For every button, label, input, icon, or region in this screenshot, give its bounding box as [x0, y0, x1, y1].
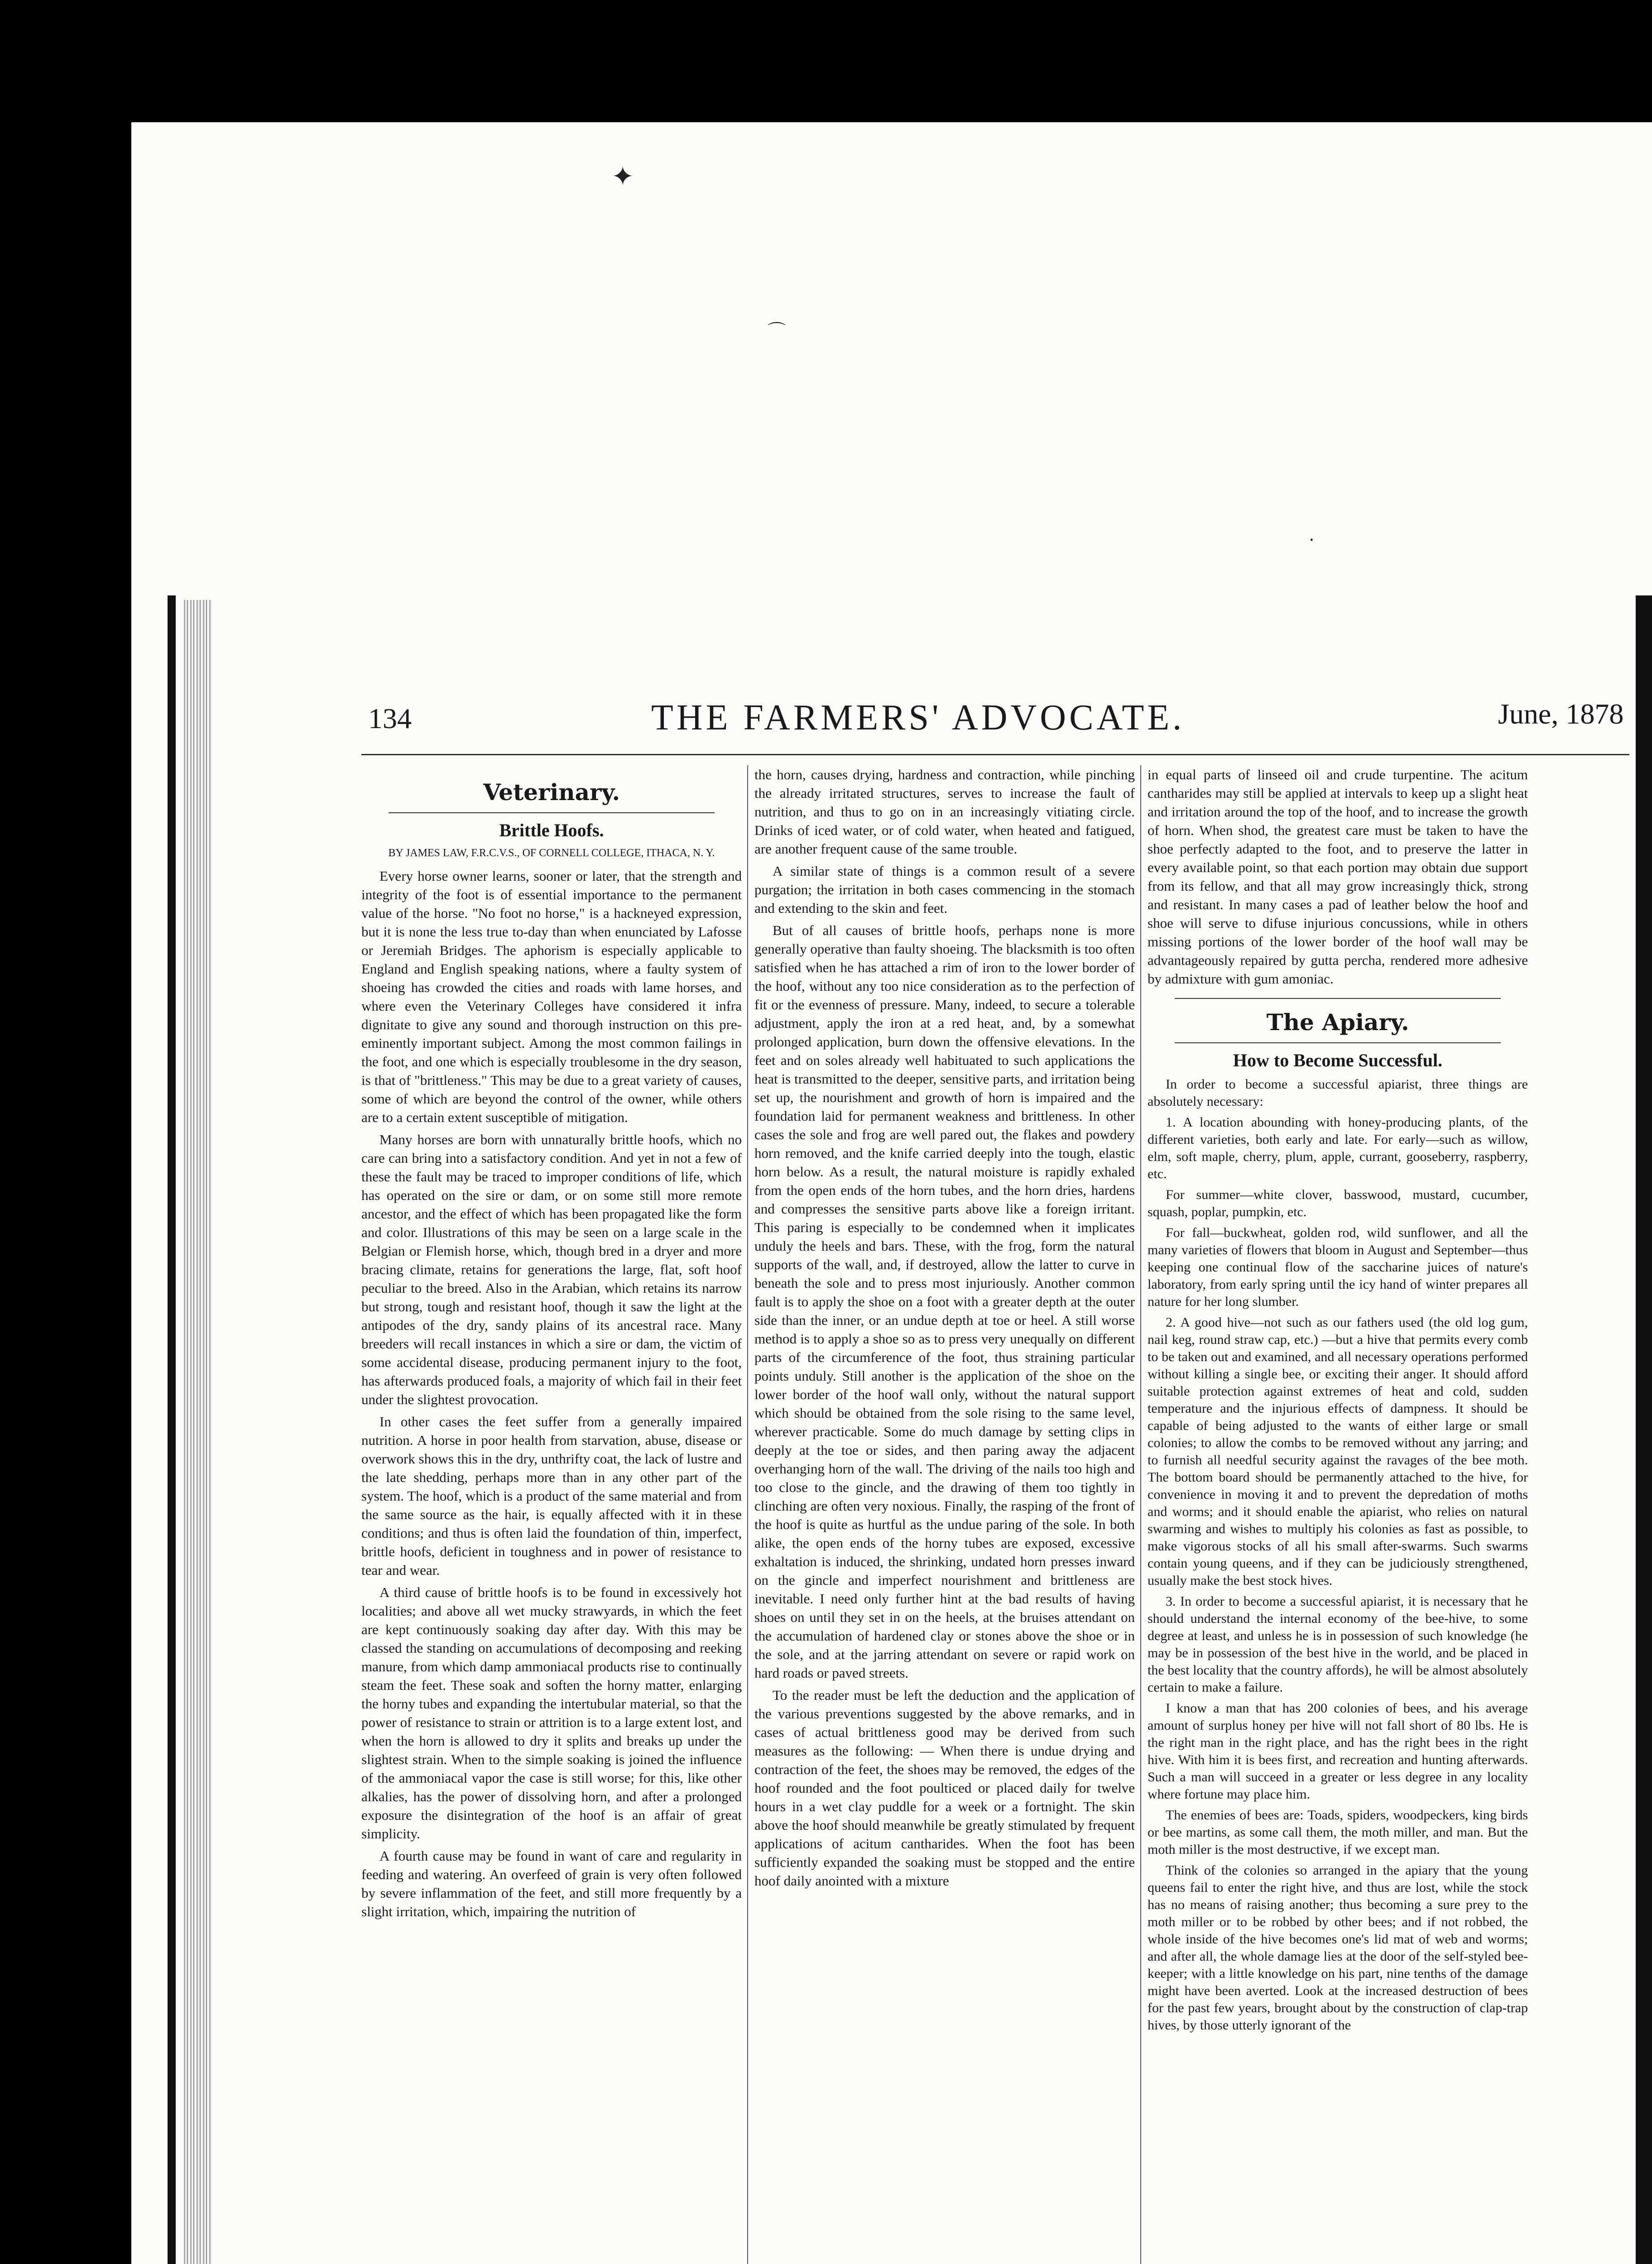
paragraph: In other cases the feet suffer from a generally impaired nutrition. A horse in poor health from starvation, abuse, disease or overwork shows this in the dry, unthrifty coat, the lack of lustre and the late shedding, perhaps more than in any other part of the system. The hoof, which is a product of the same material and from the same source as the hair, is equally affected with it in these conditions; and thus is often laid the foundation of thin, imperfect, brittle hoofs, deficient in toughness and in power of resistance to tear and wear. [361, 1414, 742, 1578]
paragraph: For summer—white clover, basswood, mustard, cucumber, squash, poplar, pumpkin, etc. [1148, 1187, 1528, 1219]
divider [389, 812, 715, 813]
paragraph: For fall—buckwheat, golden rod, wild sunflower, and all the many varieties of flowers that bloom in August and September—thus keeping one continual flow of the saccharine juices of nature's laboratory, from early spring until the icy hand of winter prepares all nature for her long slumber. [1148, 1225, 1528, 1309]
ink-speck: ✦ [611, 161, 634, 192]
page-edge [1636, 595, 1652, 2264]
page-number: 134 [368, 702, 412, 734]
paragraph: Every horse owner learns, sooner or later, that the strength and integrity of the foot is of essential importance to the permanent value of the horse. "No foot no horse," is a hackneyed expression, but it is none the less true to-day than when enunciated by Lafosse or Jeremiah Bridges. The aphorism is especially applicable to England and English speaking nations, where a faulty system of shoeing has crowded the cities and roads with lame horses, and where even the Veterinary Colleges have considered it infra dignitate to give any sound and thorough instruction on this pre-eminently important subject. Among the most common failings in the foot, and one which is especially troublesome in the dry season, is that of "brittleness." This may be due to a great variety of causes, some of which are beyond the control of the owner, while others are to a certain extent susceptible of mitigation. [361, 868, 742, 1125]
department-heading: The Apiary. [1266, 1009, 1409, 1036]
paragraph: A fourth cause may be found in want of care and regularity in feeding and watering. An overfeed of grain is very often followed by severe inflammation of the feet, and still more frequently by a slight irritation, which, impairing the nutrition of [361, 1848, 742, 1919]
paragraph: The enemies of bees are: Toads, spiders, woodpeckers, king birds or bee martins, as some call them, the moth miller, and man. But the moth miller is the most destructive, if we except man. [1148, 1808, 1528, 1857]
article-title: Brittle Hoofs. [499, 820, 604, 840]
paragraph: To the reader must be left the deduction and the application of the various preventions suggested by the above remarks, and in cases of actual brittleness good may be derived from such measures as the following: — When there is undue drying and contraction of the feet, the shoes may be removed, the edges of the hoof rounded and the foot poulticed or placed daily for twelve hours in a wet clay puddle for a week or a fortnight. The skin above the hoof should meanwhile be greatly stimulated by frequent applications of acitum cantharides. When the foot has been sufficiently expanded the soaking must be stopped and the entire hoof daily anointed with a mixture [754, 1687, 1135, 1889]
column-middle [754, 765, 1135, 1890]
binding-gutter [184, 600, 212, 2264]
paragraph: Think of the colonies so arranged in the apiary that the young queens fail to enter the right hive, and thus are lost, while the stock has no means of raising another; thus becoming a sure prey to the moth miller or to be robbed by other bees; and if not robbed, the whole inside of the hive becomes one's lid mat of web and worms; and after all, the whole damage lies at the door of the self-styled bee-keeper; with a little knowledge on his part, nine tenths of the damage might have been averted. Look at the increased destruction of bees for the past few years, brought about by the construction of clap-trap hives, by those utterly ignorant of the [1148, 1863, 1528, 2033]
paragraph: A third cause of brittle hoofs is to be found in excessively hot localities; and above all wet mucky strawyards, in which the feet are kept continuously soaking day after day. With this may be classed the standing on accumulations of decomposing and reeking manure, from which damp ammoniacal products rise to continually steam the feet. These soak and soften the horny matter, enlarging the horny tubes and expanding the intertubular material, so that the power of resistance to strain or attrition is to a large extent lost, and when the horn is allowed to dry it splits and breaks up under the slightest strain. When to the simple soaking is joined the influence of the ammoniacal vapor the case is still worse; for this, like other alkalies, has the power of dissolving horn, and after a prolonged exposure the disintegration of the hoof is an affair of great simplicity. [361, 1584, 742, 1842]
divider [1175, 1042, 1501, 1043]
byline: BY JAMES LAW, F.R.C.V.S., OF CORNELL COLLEGE, ITHACA, N. Y. [388, 847, 715, 859]
column-divider [747, 765, 748, 2264]
paragraph: A similar state of things is a common result of a severe purgation; the irritation in both cases commencing in the stomach and extending to the skin and feet. [754, 863, 1135, 916]
newspaper-page [168, 595, 1652, 2264]
ink-speck: ⌒ [768, 321, 786, 342]
paragraph: the horn, causes drying, hardness and contraction, while pinching the already irritated structures, serves to increase the fault of nutrition, and thus to go on in an increasingly vitiating circle. Drinks of iced water, or of cold water, when heated and fatigued, are another frequent cause of the same trouble. [754, 767, 1135, 857]
column-left [361, 765, 742, 1921]
paragraph: 3. In order to become a successful apiarist, it is necessary that he should understand the internal economy of the bee-hive, to some degree at least, and unless he is in possession of such knowledge (he may be in possession of the best hive in the world, and be placed in the best locality that the country affords), he will be almost absolutely certain to make a failure. [1148, 1594, 1528, 1695]
department-heading: Veterinary. [483, 779, 620, 806]
paragraph: 1. A location abounding with honey-producing plants, of the different varieties, both early and late. For early—such as willow, elm, soft maple, cherry, plum, apple, currant, gooseberry, raspberry, etc. [1148, 1115, 1528, 1181]
paragraph: But of all causes of brittle hoofs, perhaps none is more generally operative than faulty shoeing. The blacksmith is too often satisfied when he has attached a rim of iron to the lower border of the hoof, without any too nice consideration as to the perfection of fit or the evenness of pressure. Many, indeed, to secure a tolerable adjustment, apply the iron at a red heat, and, by a somewhat prolonged application, burn down the offensive elevations. In the feet and on soles already well habituated to such applications the heat is transmitted to the deeper, sensitive parts, and irritation being set up, the nourishment and growth of horn is impaired and the foundation laid for permanent weakness and brittleness. In other cases the sole and frog are well pared out, the flakes and powdery horn removed, and the knife carried deeply into the tough, elastic horn below. As a result, the natural moisture is rapidly exhaled from the open ends of the horn tubes, and the horn dries, hardens and compresses the sensitive parts above like a foreign irritant. This paring is especially to be condemned when it implicates unduly the heels and bars. These, with the frog, form the natural supports of the wall, and, if destroyed, allow the latter to curve in beneath the sole and to press most injuriously. Another common fault is to apply the shoe on a foot with a greater depth at the outer side than the inner, or an undue depth at toe or heel. A still worse method is to apply a shoe so as to press very unequally on different parts of the circumference of the foot, thus straining particular points unduly. Still another is the application of the shoe on the lower border of the hoof wall only, without the natural support which should be obtained from the sole rising to the same level, wherever practicable. Some do much damage by setting clips in deeply at the toe or sides, and then paring away the adjacent overhanging horn of the wall. The driving of the nails too high and too close to the gincle, and the drawing of them too tightly in clinching are often very noxious. Finally, the rasping of the front of the hoof is quite as hurtful as the undue paring of the sole. In both alike, the open ends of the horny tubes are exposed, excessive exhaltation is induced, the shrinking, undated horn presses inward on the gincle and imperfect nourishment and brittleness are inevitable. I need only further hint at the bad results of having shoes on until they set in on the heels, at the bruises attendant on the accumulation of hardened clay or stones above the shoe or in the sole, and at the jarring attendant on severe or rapid work on hard roads or paved streets. [754, 922, 1135, 1681]
issue-date: June, 1878 [1498, 698, 1624, 730]
ink-speck: · [1309, 530, 1315, 551]
column-divider [1140, 765, 1141, 2264]
paragraph: Many horses are born with unnaturally brittle hoofs, which no care can bring into a satisfactory condition. And yet in not a few of these the fault may be traced to improper conditions of life, which has operated on the sire or dam, or on some still more remote ancestor, and the effect of which has been propagated like the form and color. Illustrations of this may be seen on a large scale in the Belgian or Flemish horse, which, though bred in a dryer and more bracing climate, retains for generations the large, flat, soft hoof peculiar to the breed. Also in the Arabian, which retains its narrow but strong, tough and resistant hoof, though it saw the light at the antipodes of the dry, sandy plains of its ancestral race. Many breeders will recall instances in which a sire or dam, the victim of some accidental disease, producing permanent injury to the foot, has afterwards produced foals, a majority of which fail in their feet under the slightest provocation. [361, 1132, 742, 1407]
divider [1175, 998, 1501, 999]
paragraph: in equal parts of linseed oil and crude turpentine. The acitum cantharides may still be applied at intervals to keep up a slight heat and irritation around the top of the hoof, and to increase the growth of horn. When shod, the greatest care must be taken to have the shoe perfectly adapted to the foot, and to preserve the latter in every available point, so that each portion may obtain due support from its fellow, and that all may grow increasingly thick, strong and resistant. In many cases a pad of leather below the hoof and shoe will serve to difuse injurious concussions, while in others missing portions of the lower border of the hoof wall may be advantageously repaired by gutta percha, rendered more adhesive by admixture with gum amoniac. [1148, 767, 1528, 987]
paragraph: 2. A good hive—not such as our fathers used (the old log gum, nail keg, round straw cap, etc.) —but a hive that permits every comb to be taken out and examined, and all necessary operations performed without killing a single bee, or exciting their anger. It should afford suitable protection against extremes of heat and cold, sudden temperature and the injurious effects of dampness. It should be capable of being adjusted to the wants of either large or small colonies; to allow the combs to be removed without any jarring; and to furnish all needful security against the ravages of the bee moth. The bottom board should be permanently attached to the hive, for convenience in moving it and to prevent the depredation of moths and worms; and it should enable the apiarist, who relies on natural swarming and wishes to multiply his colonies as fast as possible, to make vigorous stocks of all his small after-swarms. Such swarms contain young queens, and if they can be judiciously strengthened, usually make the best stock hives. [1148, 1315, 1528, 1588]
header-rule [361, 754, 1629, 755]
paragraph: I know a man that has 200 colonies of bees, and his average amount of surplus honey per hive will not fall short of 80 lbs. He is the right man in the right place, and has the right bees in the right hive. With him it is bees first, and recreation and hunting afterwards. Such a man will succeed in a greater or less degree in any locality where fortune may place him. [1148, 1701, 1528, 1802]
paragraph: In order to become a successful apiarist, three things are absolutely necessary: [1148, 1077, 1528, 1109]
column-right [1148, 765, 1528, 2034]
masthead: THE FARMERS' ADVOCATE. [651, 698, 1185, 738]
article-title: How to Become Successful. [1233, 1050, 1443, 1070]
